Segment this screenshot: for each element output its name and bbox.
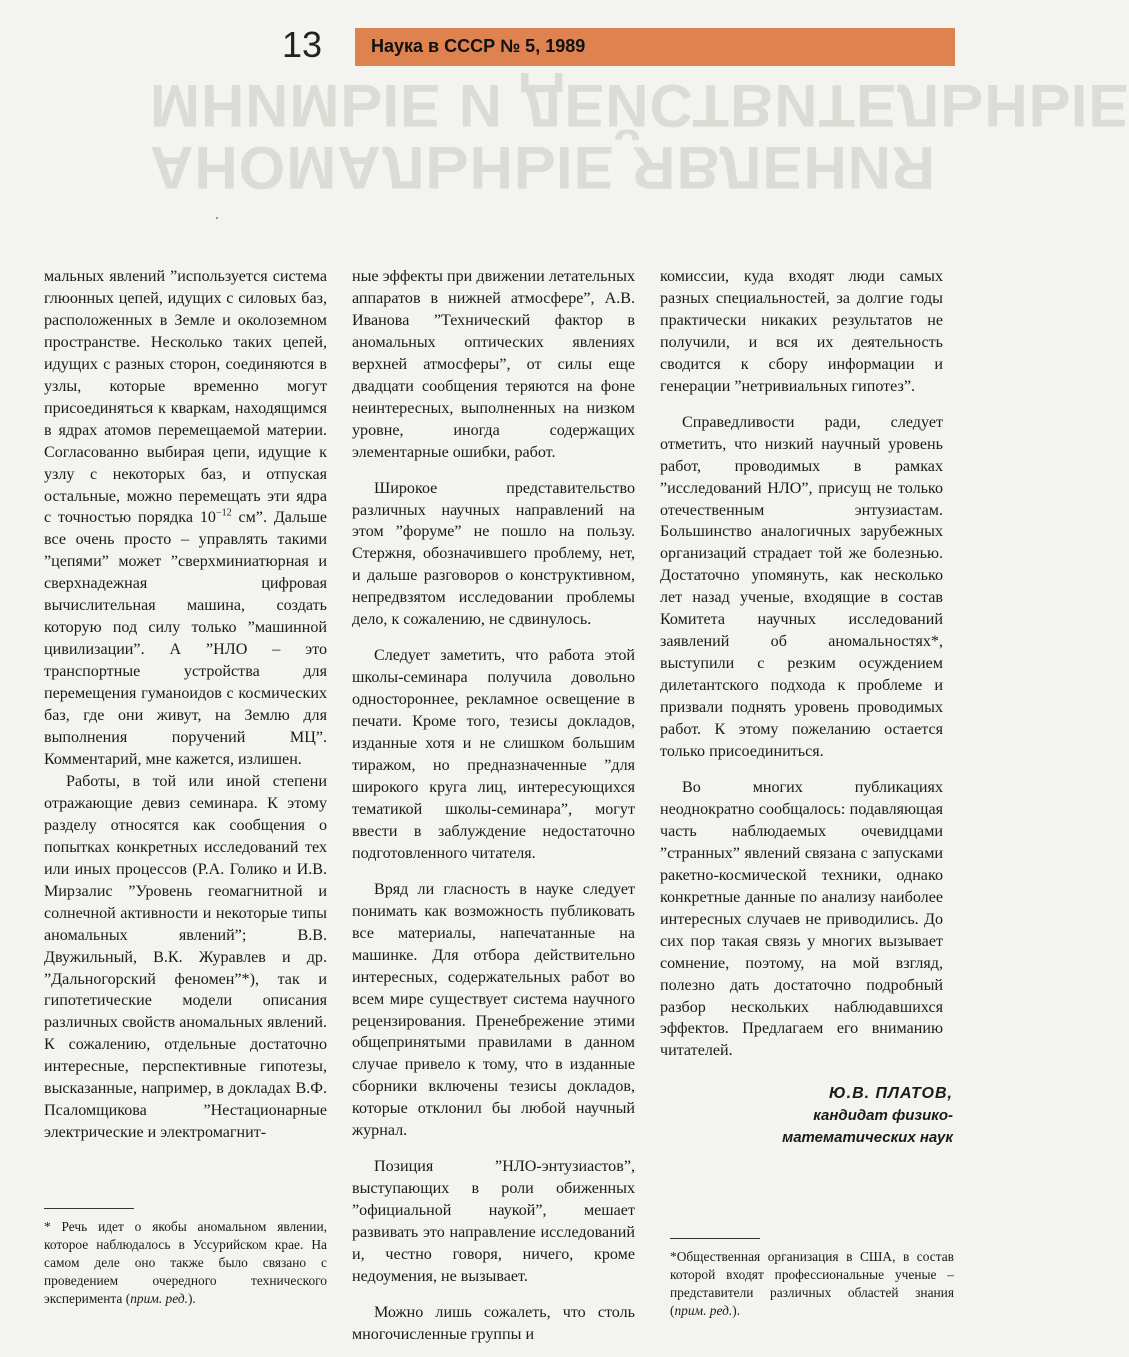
paragraph: Следует заметить, что работа этой школы-семинара получила довольно одностороннее, рекламное освещение в печати. Кроме того, тезисы докладов, изданные хотя и не слишком большим тиражом, но предназначенные ”для широкого круга лиц, интересующихся тематикой школы-семинара”, могут ввести в заблуждение недостаточно подготовленного читателя. xyxy=(352,647,635,862)
journal-header-bar xyxy=(355,28,955,66)
author-title-line-2: математических наук xyxy=(782,1129,953,1146)
author-name: Ю.В. ПЛАТОВ, xyxy=(828,1085,953,1102)
show-through-line-1: АНОМАЛЬНЫЕ ЯВЛЕНИЯ xyxy=(150,134,937,201)
footnote-divider-right xyxy=(670,1238,760,1239)
footnote-text: *Общественная организация в США, в состав которой входят профессиональные ученые – представители различных областей знания ( xyxy=(670,1249,954,1318)
show-through-line-2: МНИМЫЕ И ДЕЙСТВИТЕЛЬНЫЕ xyxy=(150,72,1129,139)
paragraph: Можно лишь сожалеть, что столь многочисленные группы и xyxy=(352,1303,635,1343)
paragraph xyxy=(44,266,327,771)
show-through-title xyxy=(150,72,1129,201)
text-column-1 xyxy=(44,266,327,1144)
text-column-2 xyxy=(352,266,635,1346)
text-column-3 xyxy=(660,266,943,1062)
power-base: 10 xyxy=(199,509,216,527)
footnote-text: * Речь идет о якобы аномальном явлении, которое наблюдалось в Уссурийском крае. На самом деле оно также было связано с проведением очередного технического эксперимента ( xyxy=(44,1219,327,1306)
power-exponent: −12 xyxy=(215,508,232,520)
paragraph: комиссии, куда входят люди самых разных специальностей, за долгие годы практически никаких результатов не получили, и вся их деятельность сводится к сбору информации и генерации ”нетривиальных гипотез”. xyxy=(660,268,943,395)
footnote-left xyxy=(44,1218,327,1308)
footnote-close: ). xyxy=(732,1302,741,1318)
journal-title: Наука в СССР № 5, 1989 xyxy=(371,36,586,56)
footnote-close: ). xyxy=(187,1290,196,1306)
paragraph: ные эффекты при движении летательных аппаратов в нижней атмосфере”, А.В. Иванова ”Технический фактор в аномальных оптических явлениях верхней атмосферы”, от силы еще двадцати сообщения теряются на фоне неинтересных, выполненных на низком уровне, иногда содержащих элементарные ошибки, работ. xyxy=(352,268,635,461)
footnote-divider-left xyxy=(44,1208,134,1209)
paragraph: Вряд ли гласность в науке следует понимать как возможность публиковать все материалы, напечатанные на машинке. Для отбора действительно интересных, содержательных работ во всем мире существует система научного рецензирования. Пренебрежение этими общепринятыми правилами в данном случае привело к тому, что в изданные сборники включены тезисы докладов, которые отклонил бы любой научный журнал. xyxy=(352,880,635,1140)
paragraph: Широкое представительство различных научных направлений на этом ”форуме” не пошло на пользу. Стержня, обозначившего проблему, нет, и дальше разговоров о конструктивном, непредвзятом исследовании проблемы дело, к сожалению, не сдвинулось. xyxy=(352,479,635,629)
footnote-right xyxy=(670,1248,954,1320)
paragraph: Позиция ”НЛО-энтузиастов”, выступающих в роли обиженных ”официальной наукой”, мешает развивать это направление исследований и, честно говоря, ничего, кроме недоумения, не вызывает. xyxy=(352,1158,635,1285)
paragraph: Справедливости ради, следует отметить, что низкий научный уровень работ, проводимых в рамках ”исследований НЛО”, присущ не только отечественным энтузиастам. Большинство аналогичных зарубежных организаций страдает той же болезнью. Достаточно упомянуть, как несколько лет назад ученые, входящие в состав Комитета научных исследований заявлений об аномальностях*, выступили с резким осуждением дилетантского подхода к проблеме и призвали поднять уровень проводимых работ. К этому пожеланию остается только присоединиться. xyxy=(660,413,943,761)
author-signature xyxy=(660,1083,953,1149)
paragraph: Во многих публикациях неоднократно сообщалось: подавляющая часть наблюдаемых очевидцами ”странных” явлений связана с запусками ракетно-космической техники, однако конкретные данные по анализу наиболее интересных случаев не приводились. До сих пор такая связь у многих вызывает сомнение, поэтому, на мой взгляд, полезно дать достаточно подробный разбор нескольких наблюдавшихся эффектов. Предлагаем его вниманию читателей. xyxy=(660,778,943,1060)
print-speck xyxy=(216,217,218,219)
page-number: 13 xyxy=(282,24,323,65)
editor-note: прим. ред. xyxy=(674,1302,733,1318)
author-title-line-1: кандидат физико- xyxy=(813,1107,953,1124)
paragraph: Работы, в той или иной степени отражающие девиз семинара. К этому разделу относятся как сообщения о попытках конкретных исследований тех или иных процессов (Р.А. Голико и И.В. Мирзалис ”Уровень геомагнитной и солнечной активности и некоторые типы аномальных явлений”; В.В. Двужильный, В.К. Журавлев и др. ”Дальногорский феномен”*), так и гипотетические модели описания различных свойств аномальных явлений. К сожалению, отдельные достаточно интересные, перспективные гипотезы, высказанные, например, в докладах В.Ф. Псаломщикова ”Нестационарные электрические и электромагнит- xyxy=(44,772,327,1142)
editor-note: прим. ред. xyxy=(130,1290,188,1306)
paragraph-text: см”. Дальше все очень просто – управлять такими ”цепями” может ”сверхминиатюрная и сверхнадежная цифровая вычислительная машина, создать которую под силу только ”машинной цивилизации”. А ”НЛО – это транспортные устройства для перемещения гуманоидов с космических баз, где они живут, на Землю для выполнения поручений МЦ”. Комментарий, мне кажется, излишен. xyxy=(44,509,327,768)
paragraph-text: мальных явлений ”используется система глюонных цепей, идущих с силовых баз, расположенных в Земле и околоземном пространстве. Несколько таких цепей, идущих с разных сторон, соединяются в узлы, которые временно могут присоединяться к кваркам, находящимся в ядрах атомов перемещаемой материи. Согласованно выбирая цепи, идущие к узлу с некоторых баз, и отпуская остальные, можно перемещать эти ядра с точностью порядка xyxy=(44,268,327,527)
